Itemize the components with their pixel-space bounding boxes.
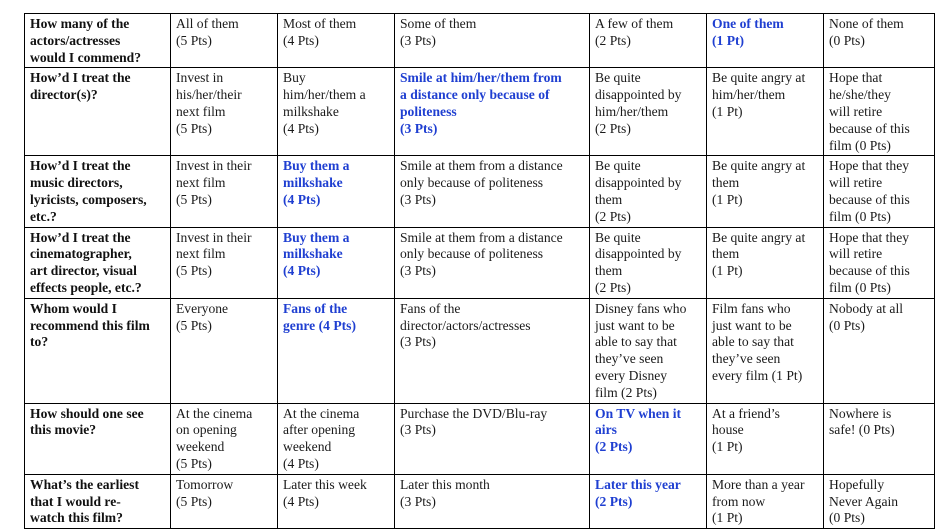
cell-text-line: Some of them <box>400 16 477 31</box>
cell-text-line: cinematographer, <box>30 246 132 262</box>
cell-text-line: actors/actresses <box>30 32 121 48</box>
cell-text-line: (1 Pt) <box>712 32 745 48</box>
cell-text-line: effects people, etc.? <box>30 279 142 295</box>
cell-text-line: (4 Pts) <box>283 493 319 509</box>
cell-text-line: One of them <box>712 16 784 31</box>
question-cell <box>25 403 171 474</box>
answer-cell <box>824 474 935 528</box>
answer-cell <box>395 156 590 227</box>
cell-text-line: will retire <box>829 246 883 262</box>
cell-text-line: able to say that <box>712 334 794 350</box>
cell-text-line: (1 Pt) <box>712 510 743 526</box>
cell-text-line: Buy them a <box>283 229 350 245</box>
answer-cell <box>171 227 278 298</box>
cell-text-line: (2 Pts) <box>595 32 631 48</box>
cell-text-line: politeness <box>400 103 457 119</box>
cell-text-line: director/actors/actresses <box>400 317 531 333</box>
selected-answer-cell <box>278 298 395 403</box>
table-row <box>25 403 935 474</box>
cell-text-line: (5 Pts) <box>176 493 212 509</box>
answer-cell <box>707 298 824 403</box>
cell-text-line: Film fans who <box>712 300 791 316</box>
cell-text-line: (4 Pts) <box>283 120 319 136</box>
answer-cell <box>824 227 935 298</box>
cell-text-line: A few of them <box>595 16 674 31</box>
answer-cell <box>171 68 278 156</box>
cell-text-line: Invest in <box>176 70 224 86</box>
cell-text-line: would I commend? <box>30 49 142 65</box>
cell-text-line: Fans of the <box>283 300 348 316</box>
cell-text-line: (4 Pts) <box>283 32 319 48</box>
cell-text-line: Whom would I <box>30 300 117 316</box>
cell-text-line: milkshake <box>283 246 343 262</box>
cell-text-line: a distance only because of <box>400 87 550 103</box>
cell-text-line: that I would re- <box>30 493 121 509</box>
cell-text-line: (4 Pts) <box>283 263 321 279</box>
cell-text-line: How’d I treat the <box>30 229 131 245</box>
cell-text-line: (2 Pts) <box>595 439 633 455</box>
cell-text-line: just want to be <box>712 317 792 333</box>
cell-text-line: film (0 Pts) <box>829 208 891 224</box>
cell-text-line: Be quite <box>595 158 641 174</box>
cell-text-line: able to say that <box>595 334 677 350</box>
cell-text-line: him/her/them <box>712 87 786 103</box>
cell-text-line: (1 Pt) <box>712 439 743 455</box>
question-cell <box>25 156 171 227</box>
table-row <box>25 68 935 156</box>
answer-cell <box>590 68 707 156</box>
cell-text-line: What’s the earliest <box>30 476 139 492</box>
cell-text-line: Smile at them from a distance <box>400 158 563 174</box>
cell-text-line: because of this <box>829 120 910 136</box>
cell-text-line: him/her/them <box>595 103 669 119</box>
cell-text-line: Never Again <box>829 493 899 509</box>
selected-answer-cell <box>590 403 707 474</box>
cell-text-line: More than a year <box>712 476 805 492</box>
cell-text-line: house <box>712 422 744 438</box>
question-cell <box>25 474 171 528</box>
cell-text-line: every Disney <box>595 367 668 383</box>
cell-text-line: (2 Pts) <box>595 279 631 295</box>
cell-text-line: (5 Pts) <box>176 120 212 136</box>
cell-text-line: after opening <box>283 422 356 438</box>
rating-table-body <box>25 14 935 529</box>
cell-text-line: (3 Pts) <box>400 422 436 438</box>
cell-text-line: (0 Pts) <box>829 317 865 333</box>
selected-answer-cell <box>278 227 395 298</box>
table-row <box>25 156 935 227</box>
cell-text-line: disappointed by <box>595 175 682 191</box>
cell-text-line: (2 Pts) <box>595 120 631 136</box>
cell-text-line: music directors, <box>30 175 123 191</box>
cell-text-line: he/she/they <box>829 87 891 103</box>
cell-text-line: Later this month <box>400 476 490 492</box>
cell-text-line: (3 Pts) <box>400 334 436 350</box>
cell-text-line: just want to be <box>595 317 675 333</box>
answer-cell <box>590 156 707 227</box>
cell-text-line: them <box>712 246 740 262</box>
cell-text-line: Hope that they <box>829 158 910 174</box>
answer-cell <box>707 227 824 298</box>
answer-cell <box>707 474 824 528</box>
cell-text-line: genre (4 Pts) <box>283 317 356 333</box>
answer-cell <box>278 68 395 156</box>
answer-cell <box>395 298 590 403</box>
answer-cell <box>824 14 935 68</box>
selected-answer-cell <box>395 68 590 156</box>
cell-text-line: (5 Pts) <box>176 455 212 471</box>
cell-text-line: (3 Pts) <box>400 263 436 279</box>
cell-text-line: (0 Pts) <box>829 510 865 526</box>
table-row <box>25 227 935 298</box>
cell-text-line: (3 Pts) <box>400 32 436 48</box>
cell-text-line: Be quite angry at <box>712 70 806 86</box>
cell-text-line: How many of the <box>30 16 130 31</box>
cell-text-line: (2 Pts) <box>595 493 633 509</box>
cell-text-line: milkshake <box>283 103 339 119</box>
cell-text-line: Everyone <box>176 300 229 316</box>
cell-text-line: (5 Pts) <box>176 263 212 279</box>
cell-text-line: Hope that <box>829 70 883 86</box>
cell-text-line: (5 Pts) <box>176 32 212 48</box>
cell-text-line: them <box>595 263 623 279</box>
cell-text-line: Later this week <box>283 476 367 492</box>
answer-cell <box>171 156 278 227</box>
question-cell <box>25 68 171 156</box>
answer-cell <box>278 474 395 528</box>
cell-text-line: next film <box>176 175 226 191</box>
cell-text-line: Hope that they <box>829 229 910 245</box>
question-cell <box>25 298 171 403</box>
cell-text-line: because of this <box>829 191 910 207</box>
cell-text-line: weekend <box>176 439 225 455</box>
rating-table <box>24 13 935 529</box>
cell-text-line: next film <box>176 246 226 262</box>
cell-text-line: Buy <box>283 70 306 86</box>
cell-text-line: Buy them a <box>283 158 350 174</box>
answer-cell <box>590 298 707 403</box>
cell-text-line: they’ve seen <box>712 351 781 367</box>
cell-text-line: Invest in their <box>176 229 252 245</box>
cell-text-line: disappointed by <box>595 246 682 262</box>
cell-text-line: Invest in their <box>176 158 252 174</box>
cell-text-line: will retire <box>829 103 883 119</box>
answer-cell <box>707 156 824 227</box>
cell-text-line: Be quite angry at <box>712 229 806 245</box>
cell-text-line: on opening <box>176 422 237 438</box>
cell-text-line: How’d I treat the <box>30 158 131 174</box>
cell-text-line: Be quite <box>595 229 641 245</box>
cell-text-line: Later this year <box>595 476 681 492</box>
cell-text-line: only because of politeness <box>400 175 544 191</box>
cell-text-line: film (0 Pts) <box>829 279 891 295</box>
table-row <box>25 14 935 68</box>
cell-text-line: only because of politeness <box>400 246 544 262</box>
cell-text-line: (1 Pt) <box>712 263 743 279</box>
cell-text-line: (4 Pts) <box>283 455 319 471</box>
cell-text-line: All of them <box>176 16 239 31</box>
answer-cell <box>590 227 707 298</box>
answer-cell <box>590 14 707 68</box>
cell-text-line: At a friend’s <box>712 405 780 421</box>
cell-text-line: (2 Pts) <box>595 208 631 224</box>
cell-text-line: film (2 Pts) <box>595 384 657 400</box>
cell-text-line: watch this film? <box>30 510 123 526</box>
cell-text-line: art director, visual <box>30 263 137 279</box>
cell-text-line: (3 Pts) <box>400 120 438 136</box>
answer-cell <box>171 298 278 403</box>
cell-text-line: None of them <box>829 16 904 31</box>
cell-text-line: (5 Pts) <box>176 191 212 207</box>
answer-cell <box>824 156 935 227</box>
cell-text-line: his/her/their <box>176 87 242 103</box>
answer-cell <box>278 14 395 68</box>
cell-text-line: Nobody at all <box>829 300 903 316</box>
cell-text-line: safe! (0 Pts) <box>829 422 895 438</box>
selected-answer-cell <box>707 14 824 68</box>
cell-text-line: (3 Pts) <box>400 493 436 509</box>
cell-text-line: Nowhere is <box>829 405 892 421</box>
cell-text-line: (3 Pts) <box>400 191 436 207</box>
cell-text-line: Tomorrow <box>176 476 234 492</box>
cell-text-line: (4 Pts) <box>283 191 321 207</box>
answer-cell <box>824 298 935 403</box>
answer-cell <box>278 403 395 474</box>
cell-text-line: milkshake <box>283 175 343 191</box>
cell-text-line: lyricists, composers, <box>30 191 147 207</box>
answer-cell <box>171 14 278 68</box>
cell-text-line: to? <box>30 334 49 350</box>
answer-cell <box>395 227 590 298</box>
cell-text-line: (5 Pts) <box>176 317 212 333</box>
cell-text-line: this movie? <box>30 422 97 438</box>
cell-text-line: (0 Pts) <box>829 32 865 48</box>
question-cell <box>25 227 171 298</box>
cell-text-line: At the cinema <box>176 405 253 421</box>
question-cell <box>25 14 171 68</box>
answer-cell <box>707 68 824 156</box>
cell-text-line: Disney fans who <box>595 300 687 316</box>
table-row <box>25 298 935 403</box>
cell-text-line: Be quite <box>595 70 641 86</box>
cell-text-line: them <box>595 191 623 207</box>
cell-text-line: weekend <box>283 439 332 455</box>
cell-text-line: disappointed by <box>595 87 682 103</box>
cell-text-line: they’ve seen <box>595 351 664 367</box>
cell-text-line: How’d I treat the <box>30 70 131 86</box>
cell-text-line: film (0 Pts) <box>829 137 891 153</box>
cell-text-line: (1 Pt) <box>712 191 743 207</box>
cell-text-line: Smile at him/her/them from <box>400 70 562 86</box>
answer-cell <box>707 403 824 474</box>
cell-text-line: airs <box>595 422 617 438</box>
answer-cell <box>395 474 590 528</box>
cell-text-line: him/her/them a <box>283 87 366 103</box>
cell-text-line: will retire <box>829 175 883 191</box>
cell-text-line: from now <box>712 493 766 509</box>
cell-text-line: them <box>712 175 740 191</box>
answer-cell <box>824 68 935 156</box>
cell-text-line: recommend this film <box>30 317 150 333</box>
answer-cell <box>395 403 590 474</box>
cell-text-line: How should one see <box>30 405 144 421</box>
cell-text-line: director(s)? <box>30 87 98 103</box>
answer-cell <box>824 403 935 474</box>
selected-answer-cell <box>278 156 395 227</box>
cell-text-line: because of this <box>829 263 910 279</box>
cell-text-line: At the cinema <box>283 405 360 421</box>
cell-text-line: etc.? <box>30 208 57 224</box>
cell-text-line: Smile at them from a distance <box>400 229 563 245</box>
cell-text-line: On TV when it <box>595 405 681 421</box>
answer-cell <box>171 474 278 528</box>
selected-answer-cell <box>590 474 707 528</box>
answer-cell <box>395 14 590 68</box>
cell-text-line: next film <box>176 103 226 119</box>
table-row <box>25 474 935 528</box>
cell-text-line: Purchase the DVD/Blu-ray <box>400 405 548 421</box>
cell-text-line: Fans of the <box>400 300 461 316</box>
cell-text-line: (1 Pt) <box>712 103 743 119</box>
answer-cell <box>171 403 278 474</box>
cell-text-line: Hopefully <box>829 476 885 492</box>
cell-text-line: Most of them <box>283 16 357 31</box>
cell-text-line: every film (1 Pt) <box>712 367 803 383</box>
cell-text-line: Be quite angry at <box>712 158 806 174</box>
